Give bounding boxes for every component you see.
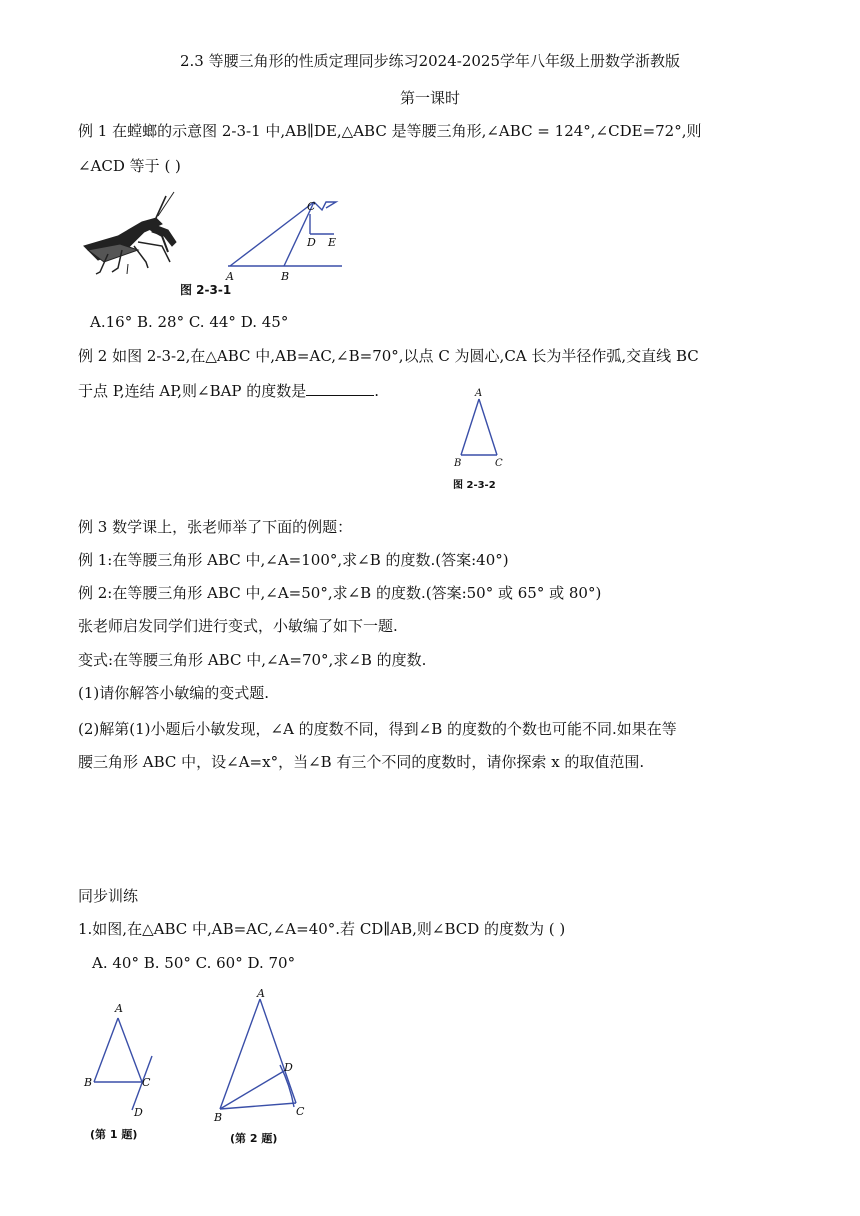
segment-ab xyxy=(220,999,260,1109)
label-a: A xyxy=(475,388,483,399)
segment-ac xyxy=(479,399,497,455)
question-1-diagram xyxy=(94,1018,152,1110)
figure-2-3-1-caption: 图 2-3-1 xyxy=(180,283,232,297)
example2-text-line2-end: . xyxy=(374,382,380,400)
segment-bd xyxy=(220,1071,284,1109)
mantis-head-outline xyxy=(314,202,336,210)
example3-line-7: (2)解第(1)小题后小敏发现，∠A 的度数不同，得到∠B 的度数的个数也可能不同.如果在等 xyxy=(78,720,677,738)
example1-text-line1: 例 1 在螳螂的示意图 2-3-1 中,AB∥DE,△ABC 是等腰三角形,∠ABC = 124°,∠CDE=72°,则 xyxy=(78,122,702,140)
label-d: D xyxy=(134,1106,143,1119)
label-e: E xyxy=(328,236,337,249)
label-b: B xyxy=(281,270,290,283)
segment-bc xyxy=(220,1103,296,1109)
example1-options: A.16° B. 28° C. 44° D. 45° xyxy=(90,313,289,331)
label-b: B xyxy=(454,458,462,469)
segment-ac xyxy=(230,202,314,266)
segment-ab xyxy=(461,399,479,455)
figure-question-1 xyxy=(78,992,178,1152)
segment-ab xyxy=(94,1018,118,1082)
example3-line-1: 例 3 数学课上，张老师举了下面的例题： xyxy=(78,518,353,536)
label-c: C xyxy=(296,1105,305,1118)
label-d: D xyxy=(307,236,316,249)
label-b: B xyxy=(214,1111,223,1124)
label-d: D xyxy=(284,1061,293,1074)
example3-line-3: 例 2:在等腰三角形 ABC 中,∠A=50°,求∠B 的度数.(答案:50° 或 65° 或 80°) xyxy=(78,584,602,602)
practice-heading: 同步训练 xyxy=(78,887,139,905)
label-c: C xyxy=(307,200,316,213)
example3-line-2: 例 1:在等腰三角形 ABC 中,∠A=100°,求∠B 的度数.(答案:40°) xyxy=(78,551,509,569)
mantis-illustration xyxy=(84,192,176,274)
example3-line-8: 腰三角形 ABC 中，设∠A=x°，当∠B 有三个不同的度数时，请你探索 x 的取值范围. xyxy=(78,753,645,771)
document-title: 2.3 等腰三角形的性质定理同步练习2024-2025学年八年级上册数学浙教版 xyxy=(179,52,681,70)
label-a: A xyxy=(257,987,265,1000)
triangle-figure xyxy=(228,202,342,266)
example2-text-line2-start: 于点 P,连结 AP,则∠BAP 的度数是 xyxy=(78,382,307,400)
figure-question-2-caption: (第 2 题) xyxy=(230,1132,278,1145)
label-a: A xyxy=(115,1002,123,1015)
segment-ac xyxy=(260,999,296,1103)
example2-text-line2 xyxy=(78,381,379,401)
figure-2-3-2-caption: 图 2-3-2 xyxy=(453,480,496,491)
question-2-diagram xyxy=(220,999,296,1109)
label-a: A xyxy=(226,270,234,283)
example2-text-line1: 例 2 如图 2-3-2,在△ABC 中,AB=AC,∠B=70°,以点 C 为圆心,CA 长为半径作弧,交直线 BC xyxy=(78,347,699,365)
example1-text-line2: ∠ACD 等于 ( ) xyxy=(78,157,181,175)
label-c: C xyxy=(495,458,503,469)
question-1-options: A. 40° B. 50° C. 60° D. 70° xyxy=(92,954,296,972)
figure-question-2 xyxy=(210,985,320,1152)
isosceles-triangle xyxy=(461,399,497,455)
example3-line-5: 变式:在等腰三角形 ABC 中,∠A=70°,求∠B 的度数. xyxy=(78,651,427,669)
lesson-subtitle: 第一课时 xyxy=(399,89,460,107)
figure-question-1-caption: (第 1 题) xyxy=(90,1128,138,1141)
segment-ac xyxy=(118,1018,142,1082)
label-c: C xyxy=(142,1076,151,1089)
figure-2-3-1 xyxy=(78,188,378,303)
figure-2-3-2 xyxy=(445,385,515,495)
question-1-text: 1.如图,在△ABC 中,AB=AC,∠A=40°.若 CD∥AB,则∠BCD 的度数为 ( ) xyxy=(78,920,566,938)
example3-line-6: (1)请你解答小敏编的变式题. xyxy=(78,684,270,702)
label-b: B xyxy=(84,1076,93,1089)
example3-line-4: 张老师启发同学们进行变式，小敏编了如下一题. xyxy=(78,617,398,635)
answer-blank xyxy=(306,381,374,396)
